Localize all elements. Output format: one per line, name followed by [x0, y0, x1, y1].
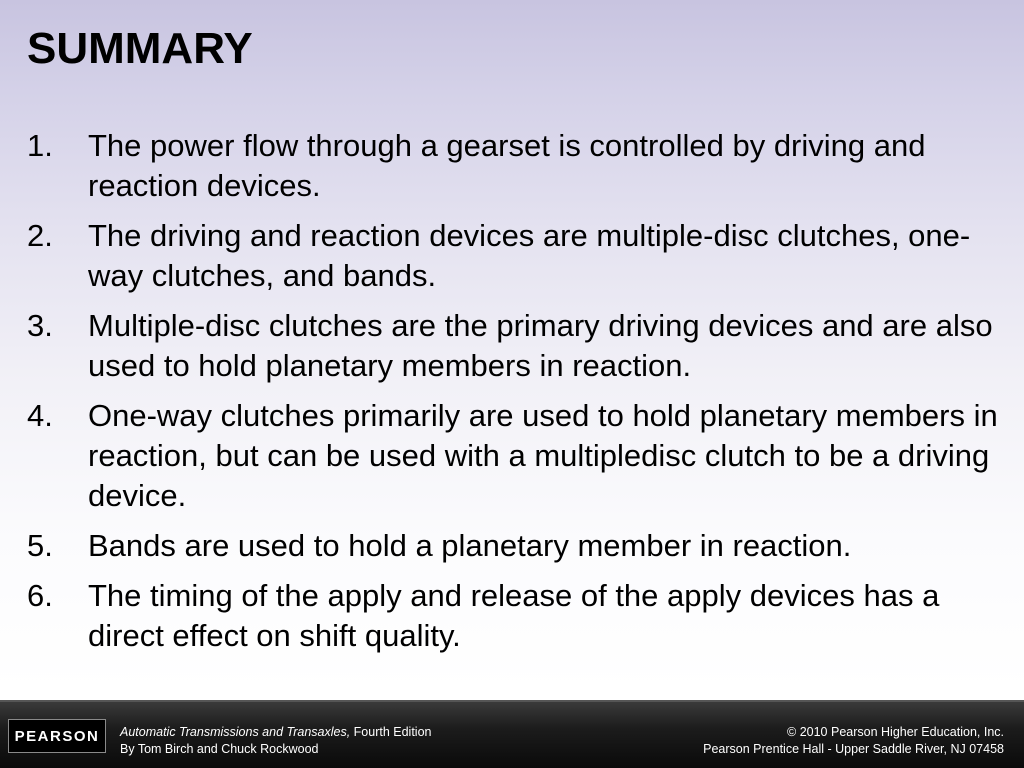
summary-list: [27, 126, 1002, 666]
slide-footer: [0, 700, 1024, 768]
summary-item: [27, 396, 1002, 516]
item-text: Multiple-disc clutches are the primary driving devices and are also used to hold planetary members in reaction.: [88, 308, 993, 383]
slide-title: SUMMARY: [27, 24, 253, 73]
summary-item: [27, 576, 1002, 656]
item-number: 5.: [27, 528, 53, 563]
item-text: The power flow through a gearset is controlled by driving and reaction devices.: [88, 128, 926, 203]
summary-item: [27, 526, 1002, 566]
publisher-address: Pearson Prentice Hall - Upper Saddle River, NJ 07458: [703, 742, 1004, 756]
summary-item: [27, 126, 1002, 206]
item-number: 4.: [27, 398, 53, 433]
publisher-credit: [703, 724, 1004, 758]
item-number: 6.: [27, 578, 53, 613]
item-number: 3.: [27, 308, 53, 343]
item-text: Bands are used to hold a planetary member in reaction.: [88, 528, 852, 563]
pearson-logo: PEARSON: [8, 719, 106, 753]
summary-item: [27, 306, 1002, 386]
book-title-line: [120, 724, 431, 741]
item-text: One-way clutches primarily are used to hold planetary members in reaction, but can be used with a multipledisc clutch to be a driving device.: [88, 398, 998, 513]
item-text: The timing of the apply and release of the apply devices has a direct effect on shift quality.: [88, 578, 940, 653]
item-number: 1.: [27, 128, 53, 163]
book-authors: By Tom Birch and Chuck Rockwood: [120, 742, 319, 756]
copyright-notice: © 2010 Pearson Higher Education, Inc.: [787, 725, 1004, 739]
book-credit: [120, 724, 431, 758]
summary-item: [27, 216, 1002, 296]
book-title: Automatic Transmissions and Transaxles,: [120, 725, 351, 739]
book-edition: Fourth Edition: [350, 725, 432, 739]
item-number: 2.: [27, 218, 53, 253]
item-text: The driving and reaction devices are multiple-disc clutches, one-way clutches, and bands.: [88, 218, 971, 293]
